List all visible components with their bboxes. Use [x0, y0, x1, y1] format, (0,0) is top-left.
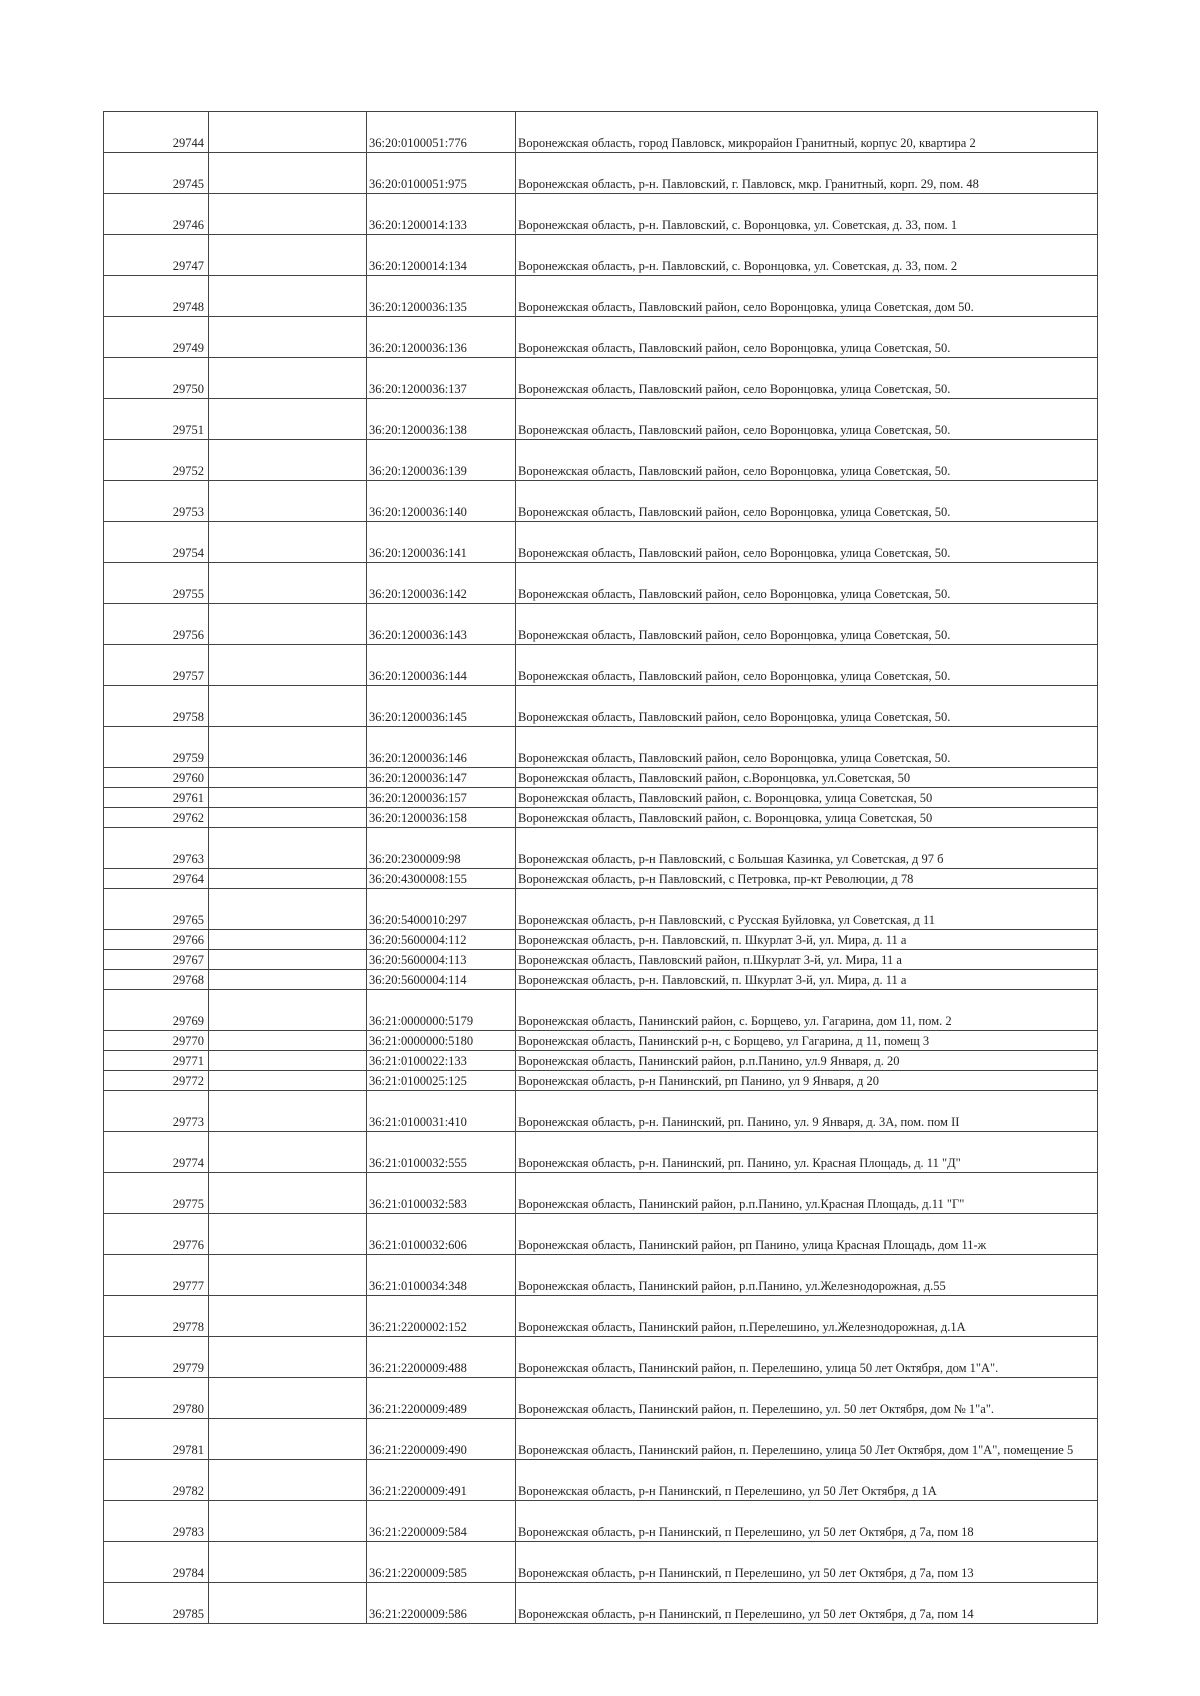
cadastral-number-cell: 36:21:0100034:348: [367, 1255, 516, 1296]
empty-cell: [209, 1255, 367, 1296]
table-row: [104, 930, 1098, 950]
cadastral-number-cell: 36:21:0000000:5180: [367, 1031, 516, 1051]
table-row: [104, 440, 1098, 481]
table-row: [104, 317, 1098, 358]
table-row: [104, 1501, 1098, 1542]
record-number-cell: 29749: [104, 317, 209, 358]
empty-cell: [209, 930, 367, 950]
table-row: [104, 727, 1098, 768]
record-number-cell: 29781: [104, 1419, 209, 1460]
cadastral-number-cell: 36:21:0100025:125: [367, 1071, 516, 1091]
address-cell: Воронежская область, Павловский район, с. Воронцовка, улица Советская, 50: [516, 808, 1098, 828]
empty-cell: [209, 950, 367, 970]
cadastral-number-cell: 36:20:1200036:141: [367, 522, 516, 563]
table-row: [104, 686, 1098, 727]
empty-cell: [209, 990, 367, 1031]
record-number-cell: 29776: [104, 1214, 209, 1255]
record-number-cell: 29753: [104, 481, 209, 522]
record-number-cell: 29783: [104, 1501, 209, 1542]
cadastral-number-cell: 36:20:5600004:112: [367, 930, 516, 950]
address-cell: Воронежская область, Панинский район, п.Перелешино, ул.Железнодорожная, д.1А: [516, 1296, 1098, 1337]
cadastral-number-cell: 36:21:0100032:583: [367, 1173, 516, 1214]
cadastral-number-cell: 36:20:5400010:297: [367, 889, 516, 930]
record-number-cell: 29759: [104, 727, 209, 768]
record-number-cell: 29747: [104, 235, 209, 276]
address-cell: Воронежская область, р-н. Павловский, г. Павловск, мкр. Гранитный, корп. 29, пом. 48: [516, 153, 1098, 194]
empty-cell: [209, 1071, 367, 1091]
address-cell: Воронежская область, Панинский район, с. Борщево, ул. Гагарина, дом 11, пом. 2: [516, 990, 1098, 1031]
empty-cell: [209, 788, 367, 808]
record-number-cell: 29774: [104, 1132, 209, 1173]
record-number-cell: 29766: [104, 930, 209, 950]
table-row: [104, 970, 1098, 990]
table-row: [104, 645, 1098, 686]
address-cell: Воронежская область, Павловский район, село Воронцовка, улица Советская, 50.: [516, 317, 1098, 358]
table-row: [104, 1460, 1098, 1501]
cadastral-number-cell: 36:20:1200014:134: [367, 235, 516, 276]
record-number-cell: 29755: [104, 563, 209, 604]
empty-cell: [209, 235, 367, 276]
table-row: [104, 563, 1098, 604]
empty-cell: [209, 399, 367, 440]
cadastral-number-cell: 36:20:5600004:113: [367, 950, 516, 970]
empty-cell: [209, 1132, 367, 1173]
record-number-cell: 29765: [104, 889, 209, 930]
address-cell: Воронежская область, Панинский район, п. Перелешино, ул. 50 лет Октября, дом № 1"а".: [516, 1378, 1098, 1419]
cadastral-number-cell: 36:20:1200036:142: [367, 563, 516, 604]
record-number-cell: 29748: [104, 276, 209, 317]
table-row: [104, 869, 1098, 889]
address-cell: Воронежская область, Павловский район, село Воронцовка, улица Советская, 50.: [516, 481, 1098, 522]
cadastral-number-cell: 36:20:2300009:98: [367, 828, 516, 869]
table-row: [104, 1214, 1098, 1255]
record-number-cell: 29760: [104, 768, 209, 788]
empty-cell: [209, 194, 367, 235]
address-cell: Воронежская область, р-н. Павловский, п. Шкурлат 3-й, ул. Мира, д. 11 а: [516, 970, 1098, 990]
record-number-cell: 29746: [104, 194, 209, 235]
address-cell: Воронежская область, Павловский район, п.Шкурлат 3-й, ул. Мира, 11 а: [516, 950, 1098, 970]
cadastral-number-cell: 36:21:2200009:585: [367, 1542, 516, 1583]
empty-cell: [209, 970, 367, 990]
record-number-cell: 29761: [104, 788, 209, 808]
address-cell: Воронежская область, Панинский район, п. Перелешино, улица 50 лет Октября, дом 1"А".: [516, 1337, 1098, 1378]
table-row: [104, 768, 1098, 788]
table-row: [104, 950, 1098, 970]
table-row: [104, 399, 1098, 440]
table-row: [104, 1337, 1098, 1378]
address-cell: Воронежская область, Панинский район, рп Панино, улица Красная Площадь, дом 11-ж: [516, 1214, 1098, 1255]
address-cell: Воронежская область, р-н Панинский, п Перелешино, ул 50 лет Октября, д 7а, пом 14: [516, 1583, 1098, 1624]
record-number-cell: 29744: [104, 112, 209, 153]
record-number-cell: 29751: [104, 399, 209, 440]
cadastral-number-cell: 36:20:1200036:138: [367, 399, 516, 440]
address-cell: Воронежская область, Панинский район, р.п.Панино, ул.Красная Площадь, д.11 "Г": [516, 1173, 1098, 1214]
cadastral-number-cell: 36:20:1200036:139: [367, 440, 516, 481]
cadastral-number-cell: 36:21:0100031:410: [367, 1091, 516, 1132]
cadastral-number-cell: 36:20:1200036:143: [367, 604, 516, 645]
address-cell: Воронежская область, р-н. Панинский, рп. Панино, ул. 9 Января, д. 3А, пом. пом II: [516, 1091, 1098, 1132]
empty-cell: [209, 153, 367, 194]
record-number-cell: 29784: [104, 1542, 209, 1583]
table-row: [104, 1091, 1098, 1132]
address-cell: Воронежская область, р-н. Павловский, п. Шкурлат 3-й, ул. Мира, д. 11 а: [516, 930, 1098, 950]
table-row: [104, 481, 1098, 522]
address-cell: Воронежская область, Павловский район, село Воронцовка, улица Советская, 50.: [516, 440, 1098, 481]
cadastral-number-cell: 36:20:1200036:146: [367, 727, 516, 768]
empty-cell: [209, 889, 367, 930]
cadastral-number-cell: 36:20:1200036:145: [367, 686, 516, 727]
registry-table: [103, 111, 1098, 1624]
address-cell: Воронежская область, Павловский район, село Воронцовка, улица Советская, 50.: [516, 563, 1098, 604]
empty-cell: [209, 1419, 367, 1460]
cadastral-number-cell: 36:20:1200036:135: [367, 276, 516, 317]
cadastral-number-cell: 36:20:4300008:155: [367, 869, 516, 889]
empty-cell: [209, 563, 367, 604]
table-row: [104, 990, 1098, 1031]
record-number-cell: 29773: [104, 1091, 209, 1132]
table-row: [104, 1583, 1098, 1624]
empty-cell: [209, 440, 367, 481]
address-cell: Воронежская область, город Павловск, микрорайон Гранитный, корпус 20, квартира 2: [516, 112, 1098, 153]
table-row: [104, 1542, 1098, 1583]
cadastral-number-cell: 36:20:1200036:137: [367, 358, 516, 399]
table-row: [104, 1173, 1098, 1214]
registry-table-body: [104, 112, 1098, 1624]
record-number-cell: 29752: [104, 440, 209, 481]
cadastral-number-cell: 36:20:5600004:114: [367, 970, 516, 990]
table-row: [104, 1296, 1098, 1337]
empty-cell: [209, 1378, 367, 1419]
empty-cell: [209, 1337, 367, 1378]
table-row: [104, 1051, 1098, 1071]
cadastral-number-cell: 36:21:2200009:491: [367, 1460, 516, 1501]
empty-cell: [209, 1296, 367, 1337]
record-number-cell: 29779: [104, 1337, 209, 1378]
table-row: [104, 808, 1098, 828]
cadastral-number-cell: 36:21:2200009:488: [367, 1337, 516, 1378]
record-number-cell: 29756: [104, 604, 209, 645]
empty-cell: [209, 768, 367, 788]
record-number-cell: 29763: [104, 828, 209, 869]
address-cell: Воронежская область, р-н Панинский, п Перелешино, ул 50 лет Октября, д 7а, пом 13: [516, 1542, 1098, 1583]
record-number-cell: 29785: [104, 1583, 209, 1624]
record-number-cell: 29778: [104, 1296, 209, 1337]
table-row: [104, 112, 1098, 153]
address-cell: Воронежская область, р-н Панинский, п Перелешино, ул 50 лет Октября, д 7а, пом 18: [516, 1501, 1098, 1542]
empty-cell: [209, 522, 367, 563]
table-row: [104, 522, 1098, 563]
address-cell: Воронежская область, Павловский район, село Воронцовка, улица Советская, 50.: [516, 522, 1098, 563]
record-number-cell: 29767: [104, 950, 209, 970]
empty-cell: [209, 1031, 367, 1051]
table-row: [104, 358, 1098, 399]
address-cell: Воронежская область, р-н. Панинский, рп. Панино, ул. Красная Площадь, д. 11 "Д": [516, 1132, 1098, 1173]
table-row: [104, 1255, 1098, 1296]
record-number-cell: 29757: [104, 645, 209, 686]
empty-cell: [209, 1214, 367, 1255]
empty-cell: [209, 645, 367, 686]
cadastral-number-cell: 36:21:2200009:586: [367, 1583, 516, 1624]
address-cell: Воронежская область, р-н. Павловский, с. Воронцовка, ул. Советская, д. 33, пом. 1: [516, 194, 1098, 235]
table-row: [104, 1031, 1098, 1051]
address-cell: Воронежская область, Павловский район, село Воронцовка, улица Советская, 50.: [516, 686, 1098, 727]
address-cell: Воронежская область, р-н Панинский, п Перелешино, ул 50 Лет Октября, д 1А: [516, 1460, 1098, 1501]
empty-cell: [209, 1501, 367, 1542]
table-row: [104, 1132, 1098, 1173]
address-cell: Воронежская область, Павловский район, село Воронцовка, улица Советская, 50.: [516, 358, 1098, 399]
empty-cell: [209, 808, 367, 828]
cadastral-number-cell: 36:21:0000000:5179: [367, 990, 516, 1031]
address-cell: Воронежская область, р-н Павловский, с Большая Казинка, ул Советская, д 97 б: [516, 828, 1098, 869]
record-number-cell: 29777: [104, 1255, 209, 1296]
address-cell: Воронежская область, Павловский район, с.Воронцовка, ул.Советская, 50: [516, 768, 1098, 788]
table-row: [104, 153, 1098, 194]
empty-cell: [209, 317, 367, 358]
record-number-cell: 29768: [104, 970, 209, 990]
cadastral-number-cell: 36:20:1200014:133: [367, 194, 516, 235]
record-number-cell: 29745: [104, 153, 209, 194]
address-cell: Воронежская область, Павловский район, село Воронцовка, улица Советская, 50.: [516, 645, 1098, 686]
address-cell: Воронежская область, Панинский район, р.п.Панино, ул.9 Января, д. 20: [516, 1051, 1098, 1071]
record-number-cell: 29769: [104, 990, 209, 1031]
empty-cell: [209, 1542, 367, 1583]
cadastral-number-cell: 36:21:0100022:133: [367, 1051, 516, 1071]
cadastral-number-cell: 36:20:1200036:136: [367, 317, 516, 358]
record-number-cell: 29762: [104, 808, 209, 828]
address-cell: Воронежская область, р-н Панинский, рп Панино, ул 9 Января, д 20: [516, 1071, 1098, 1091]
cadastral-number-cell: 36:20:1200036:158: [367, 808, 516, 828]
cadastral-number-cell: 36:20:1200036:157: [367, 788, 516, 808]
cadastral-number-cell: 36:21:0100032:606: [367, 1214, 516, 1255]
record-number-cell: 29758: [104, 686, 209, 727]
empty-cell: [209, 276, 367, 317]
empty-cell: [209, 727, 367, 768]
table-row: [104, 604, 1098, 645]
table-row: [104, 1071, 1098, 1091]
cadastral-number-cell: 36:21:2200009:490: [367, 1419, 516, 1460]
table-row: [104, 194, 1098, 235]
cadastral-number-cell: 36:21:2200009:584: [367, 1501, 516, 1542]
cadastral-number-cell: 36:20:1200036:140: [367, 481, 516, 522]
address-cell: Воронежская область, Панинский район, р.п.Панино, ул.Железнодорожная, д.55: [516, 1255, 1098, 1296]
empty-cell: [209, 1051, 367, 1071]
record-number-cell: 29770: [104, 1031, 209, 1051]
address-cell: Воронежская область, р-н Павловский, с Русская Буйловка, ул Советская, д 11: [516, 889, 1098, 930]
address-cell: Воронежская область, Панинский р-н, с Борщево, ул Гагарина, д 11, помещ 3: [516, 1031, 1098, 1051]
address-cell: Воронежская область, р-н. Павловский, с. Воронцовка, ул. Советская, д. 33, пом. 2: [516, 235, 1098, 276]
empty-cell: [209, 1583, 367, 1624]
table-row: [104, 889, 1098, 930]
record-number-cell: 29780: [104, 1378, 209, 1419]
table-row: [104, 235, 1098, 276]
cadastral-number-cell: 36:20:0100051:776: [367, 112, 516, 153]
empty-cell: [209, 869, 367, 889]
table-row: [104, 828, 1098, 869]
empty-cell: [209, 604, 367, 645]
cadastral-number-cell: 36:21:2200009:489: [367, 1378, 516, 1419]
cadastral-number-cell: 36:20:0100051:975: [367, 153, 516, 194]
address-cell: Воронежская область, р-н Павловский, с Петровка, пр-кт Революции, д 78: [516, 869, 1098, 889]
record-number-cell: 29775: [104, 1173, 209, 1214]
address-cell: Воронежская область, Павловский район, село Воронцовка, улица Советская, 50.: [516, 399, 1098, 440]
cadastral-number-cell: 36:20:1200036:147: [367, 768, 516, 788]
record-number-cell: 29754: [104, 522, 209, 563]
record-number-cell: 29750: [104, 358, 209, 399]
empty-cell: [209, 1091, 367, 1132]
record-number-cell: 29764: [104, 869, 209, 889]
table-row: [104, 1419, 1098, 1460]
empty-cell: [209, 1460, 367, 1501]
empty-cell: [209, 358, 367, 399]
table-row: [104, 788, 1098, 808]
table-row: [104, 276, 1098, 317]
cadastral-number-cell: 36:21:0100032:555: [367, 1132, 516, 1173]
record-number-cell: 29772: [104, 1071, 209, 1091]
address-cell: Воронежская область, Павловский район, село Воронцовка, улица Советская, 50.: [516, 604, 1098, 645]
empty-cell: [209, 828, 367, 869]
empty-cell: [209, 686, 367, 727]
cadastral-number-cell: 36:20:1200036:144: [367, 645, 516, 686]
address-cell: Воронежская область, Павловский район, село Воронцовка, улица Советская, 50.: [516, 727, 1098, 768]
record-number-cell: 29771: [104, 1051, 209, 1071]
cadastral-number-cell: 36:21:2200002:152: [367, 1296, 516, 1337]
record-number-cell: 29782: [104, 1460, 209, 1501]
address-cell: Воронежская область, Павловский район, с. Воронцовка, улица Советская, 50: [516, 788, 1098, 808]
empty-cell: [209, 112, 367, 153]
empty-cell: [209, 481, 367, 522]
empty-cell: [209, 1173, 367, 1214]
table-row: [104, 1378, 1098, 1419]
address-cell: Воронежская область, Павловский район, село Воронцовка, улица Советская, дом 50.: [516, 276, 1098, 317]
address-cell: Воронежская область, Панинский район, п. Перелешино, улица 50 Лет Октября, дом 1"А", помещение 5: [516, 1419, 1098, 1460]
